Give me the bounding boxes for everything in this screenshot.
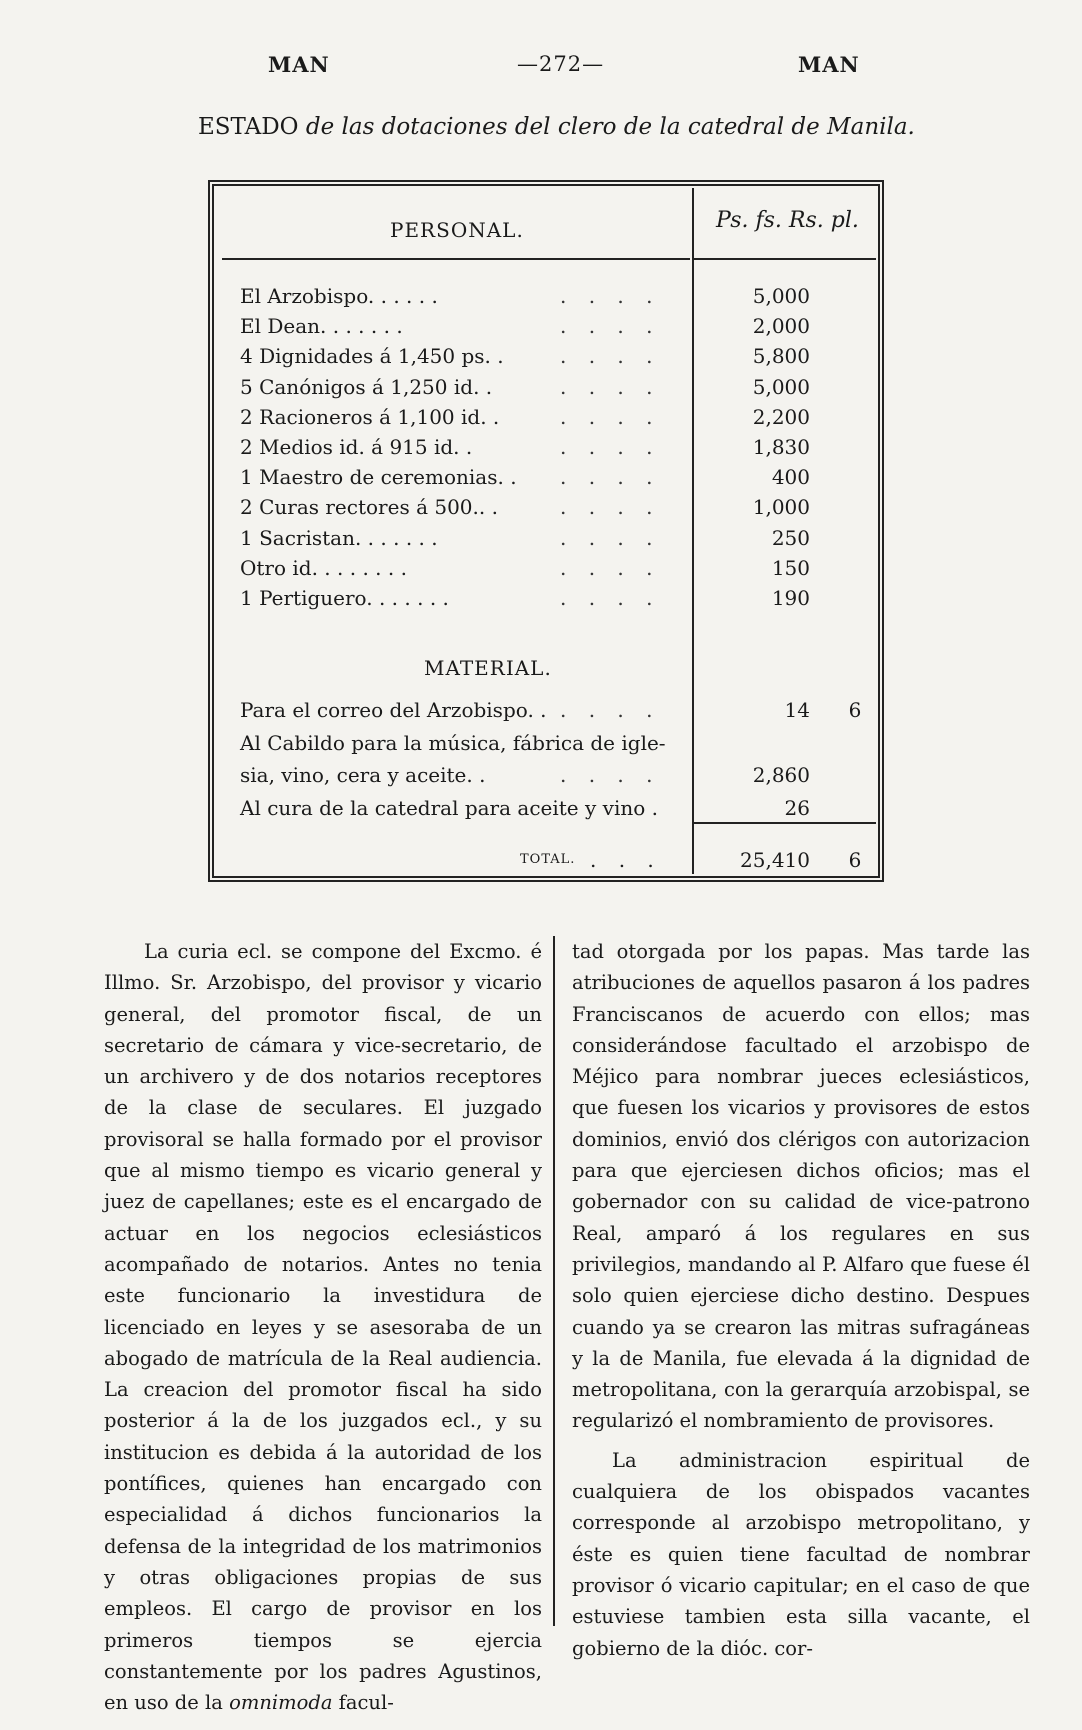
personal-row-label: 1 Maestro de ceremonias. . [240, 465, 517, 490]
table-title-italic: de las dotaciones del clero de la catedral de Manila. [305, 114, 915, 140]
personal-row-ps: 1,830 [752, 435, 810, 459]
material-row-label: Para el correo del Arzobispo. . [240, 698, 547, 722]
personal-row [240, 284, 880, 316]
material-row-rs: 6 [848, 698, 862, 722]
right-paragraph-1: tad otorgada por los papas. Mas tarde las atribuciones de aquellos pasaron á los padres Franciscanos de acuerdo con ellos; mas considerándose facultado el arzobispo de Méjico para nombrar jueces eclesiásticos, que fuesen los vicarios y provisores de estos dominios, envió dos clérigos con autorizacion para que ejerciesen dichos oficios; mas el gobernador con su calidad de vice-patrono Real, amparó á los regulares en sus privilegios, mandando al P. Alfaro que fuese él solo quien ejerciese dicho destino. Despues cuando ya se crearon las mitras sufragáneas y la de Manila, fue elevada á la dignidad de metropolitana, con la gerarquía arzobispal, se regularizó el nombramiento de provisores. [572, 940, 1030, 1433]
personal-row [240, 375, 880, 407]
material-row [240, 698, 880, 730]
personal-row-dots: . . . . [560, 374, 661, 399]
left-paragraph [104, 936, 542, 1718]
personal-row-ps: 5,000 [752, 284, 810, 308]
columns-heading: Ps. fs. Rs. pl. [716, 208, 859, 233]
personal-row [240, 405, 880, 437]
personal-row-ps: 5,000 [752, 374, 810, 399]
personal-row-label: 2 Curas rectores á 500.. . [240, 495, 498, 520]
material-row [240, 796, 880, 828]
personal-row-label: 4 Dignidades á 1,450 ps. . [240, 344, 504, 369]
total-rs: 6 [848, 848, 862, 872]
column-divider [553, 936, 555, 1626]
personal-row-dots: . . . . [560, 284, 661, 308]
personal-row-label: 5 Canónigos á 1,250 id. . [240, 374, 493, 399]
material-row-label: Al cura de la catedral para aceite y vino . [240, 795, 658, 820]
personal-row-label: El Arzobispo. . . . . . [240, 284, 438, 308]
left-italic: omnimoda [229, 1691, 333, 1715]
total-dots: . . . [590, 848, 662, 872]
personal-row-label: 2 Medios id. á 915 id. . [240, 435, 473, 459]
table-title-prefix: ESTADO [198, 114, 299, 140]
total-ps: 25,410 [740, 848, 810, 872]
material-row-ps: 2,860 [752, 763, 810, 787]
personal-row [240, 556, 880, 588]
left-text: La curia ecl. se compone del Excmo. é Illmo. Sr. Arzobispo, del provisor y vicario general, del promotor fiscal, de un secretario de cámara y vice-secretario, de un archivero y de dos notarios receptores de la clase de seculares. El juzgado provisoral se halla formado por el provisor que al mismo tiempo es vicario general y juez de capellanes; este es el encargado de actuar en los negocios eclesiásticos acompañado de notarios. Antes no tenia este funcionario la investidura de licenciado en leyes y se asesoraba de un abogado de matrícula de la Real audiencia. La creacion del promotor fiscal ha sido posterior á la de los juzgados ecl., y su institucion es debida á la autoridad de los pontífices, quienes han encargado con especialidad á dichos funcionarios la defensa de la integridad de los matrimonios y otras obligaciones propias de sus empleos. El cargo de provisor en los primeros tiempos se ejercia constantemente por los padres Agustinos, en uso de la [104, 940, 542, 1715]
material-row-label: sia, vino, cera y aceite. . [240, 763, 486, 787]
personal-heading: PERSONAL. [390, 218, 524, 242]
material-heading: MATERIAL. [424, 656, 552, 680]
total-label: TOTAL. [520, 852, 576, 867]
personal-row-label: 1 Pertiguero. . . . . . . [240, 586, 449, 610]
total-row [240, 848, 880, 880]
right-paragraph-2: La administracion espiritual de cualquiera de los obispados vacantes corresponde al arzobispo metropolitano, y éste es quien tiene facultad de nombrar provisor ó vicario capitular; en el caso de que estuviese tambien esta silla vacante, el gobierno de la dióc. cor- [572, 1448, 1030, 1660]
personal-row-label: El Dean. . . . . . . [240, 314, 403, 339]
personal-row-ps: 2,200 [752, 404, 810, 429]
personal-row [240, 435, 880, 467]
right-column [572, 936, 1030, 1664]
personal-row [240, 526, 880, 558]
personal-row-ps: 150 [771, 555, 810, 580]
personal-row [240, 344, 880, 376]
personal-row-dots: . . . . [560, 555, 661, 580]
personal-row-dots: . . . . [560, 586, 661, 610]
personal-row-dots: . . . . [560, 525, 661, 550]
personal-row-dots: . . . . [560, 404, 661, 429]
personal-row-ps: 2,000 [752, 314, 810, 339]
columns-rule [694, 258, 876, 260]
personal-row-dots: . . . . [560, 435, 661, 459]
personal-row-dots: . . . . [560, 344, 661, 369]
personal-rule [222, 258, 690, 260]
table-title [198, 114, 938, 140]
left-column [104, 936, 542, 1718]
material-row-ps: 14 [784, 698, 810, 722]
personal-row [240, 314, 880, 346]
running-head-left: MAN [268, 52, 330, 77]
left-end: facul- [338, 1691, 394, 1715]
running-head-right: MAN [798, 52, 860, 77]
personal-row-dots: . . . . [560, 495, 661, 520]
personal-row-ps: 400 [771, 465, 810, 490]
personal-row-label: 2 Racioneros á 1,100 id. . [240, 404, 500, 429]
material-row-ps: 26 [784, 795, 810, 820]
personal-row-ps: 190 [771, 586, 810, 610]
page-number: —272— [517, 52, 605, 76]
personal-row-dots: . . . . [560, 465, 661, 490]
personal-row-ps: 1,000 [752, 495, 810, 520]
personal-row [240, 465, 880, 497]
personal-row [240, 495, 880, 527]
material-row-label: Al Cabildo para la música, fábrica de igle- [240, 730, 666, 755]
material-row-dots: . . . . [560, 763, 661, 787]
material-row [240, 731, 880, 763]
material-row [240, 763, 880, 795]
material-row-dots: . . . . [560, 698, 661, 722]
personal-row-label: Otro id. . . . . . . . [240, 555, 407, 580]
personal-row [240, 586, 880, 618]
personal-row-dots: . . . . [560, 314, 661, 339]
personal-row-label: 1 Sacristan. . . . . . . [240, 525, 438, 550]
personal-row-ps: 250 [771, 525, 810, 550]
personal-row-ps: 5,800 [752, 344, 810, 369]
